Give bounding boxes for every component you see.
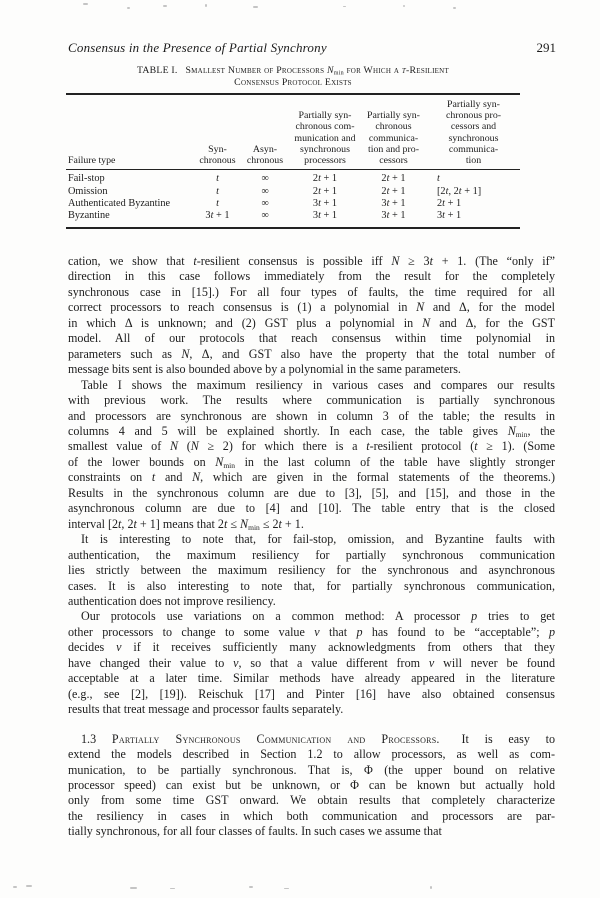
table-cell: 2t + 1 — [381, 173, 406, 185]
table-cell: 3t + 1 — [381, 198, 406, 210]
table-row — [66, 186, 520, 198]
text-line: tially synchronous, for all four classes of faults. In such cases we assume that — [68, 824, 442, 839]
text-line: the resiliency in cases in which both communication and processors are par- — [68, 808, 555, 823]
text-line: Our protocols use variations on a common method: A processor p tries to get — [81, 609, 555, 624]
table-cell: Omission — [68, 185, 108, 197]
text-line: processor speed) can exist but be unknown, or Φ can be known but actually hold — [68, 777, 555, 792]
text-line: decides v if it receives sufficiently many acknowledgments from others that they — [68, 640, 555, 655]
table-row — [66, 170, 520, 186]
table-header-cell: Partially syn- chronous communica- tion and pro- cessors — [360, 94, 427, 170]
table-cell: t — [437, 173, 440, 185]
paragraph — [68, 609, 555, 717]
table-cell: ∞ — [261, 210, 269, 222]
text-line: direction in this case follows immediately from the result for the completely — [68, 269, 555, 284]
scan-speck — [284, 888, 289, 889]
scan-speck — [163, 5, 167, 7]
table-caption — [66, 65, 520, 88]
table-header-cell: Failure type — [66, 94, 195, 170]
text-line: parameters such as N, Δ, and GST also have the property that the total number of — [68, 346, 556, 361]
text-line: munication, to be partially synchronous. That is, Φ (the upper bound on relative — [68, 762, 555, 777]
table-cell: Authenticated Byzantine — [68, 198, 171, 210]
text-line: correct processors to reach consensus is (1) a polynomial in N and Δ, for the model — [68, 300, 555, 315]
text-line: authentication does not improve resiliency. — [68, 593, 276, 608]
scan-speck — [343, 6, 346, 7]
text-line: (e.g., see [2], [19]). Reischuk [17] and Pinter [16] have also obtained consensus — [68, 686, 555, 701]
table-cell: ∞ — [261, 173, 269, 185]
body-paragraphs — [68, 254, 555, 840]
table-header-cell: Partially syn- chronous com- munication and synchronous processors — [290, 94, 360, 170]
text-line: Results in the synchronous column are due to [3], [5], and [15], and those in the — [68, 485, 555, 500]
scan-speck — [253, 6, 258, 8]
table-cell: Byzantine — [68, 210, 110, 222]
table-cell: 3t + 1 — [381, 210, 406, 222]
scan-speck — [403, 5, 405, 7]
scan-speck — [249, 886, 253, 888]
text-line: It is interesting to note that, for fail-stop, omission, and Byzantine faults with — [81, 532, 555, 547]
table-header-cell: Syn- chronous — [195, 94, 240, 170]
table-cell: 3t + 1 — [312, 198, 338, 210]
text-line: and processors are synchronous are shown in column 3 of the table; the results in — [68, 408, 555, 423]
paragraph — [68, 732, 555, 840]
table-header-row — [66, 94, 520, 170]
text-line: other processors to change to some value v that p has found to be “acceptable”; p — [68, 624, 555, 639]
paragraph — [68, 254, 555, 378]
table-body — [66, 170, 520, 228]
resiliency-table — [66, 93, 520, 229]
table-cell: 2t + 1 — [381, 185, 406, 197]
paragraph — [68, 532, 555, 609]
running-head — [68, 40, 556, 56]
scan-speck — [83, 3, 88, 5]
table-cell: ∞ — [261, 185, 269, 197]
text-line: lies strictly between the maximum resiliency for the synchronous and asynchronous — [68, 563, 555, 578]
table-cell: 3t + 1 — [312, 210, 338, 222]
table-caption-line2: Consensus Protocol Exists — [234, 76, 352, 88]
text-line: message bits sent is also bounded above by a polynomial in the same parameters. — [68, 362, 461, 377]
table-cell: 2t + 1 — [437, 198, 462, 210]
text-line: columns 4 and 5 will be explained shortly. In each case, the table gives $N_{min}$, the — [68, 423, 555, 439]
text-line: cases. It is also interesting to note that, for partially synchronous communication, — [68, 578, 555, 593]
text-line: interval [2t, 2t + 1] means that $2t \le N_{min} \le 2t + 1$. — [68, 516, 304, 532]
scan-speck — [127, 7, 130, 9]
text-line: smallest value of N (N ≥ 2) for which there is a t-resilient protocol (t ≥ 1). (Some — [68, 439, 555, 454]
text-line: Table I shows the maximum resiliency in various cases and compares our results — [81, 377, 555, 392]
scan-speck — [453, 7, 456, 9]
table-row — [66, 198, 520, 210]
text-line: in which Δ is unknown; and (2) GST plus a polynomial in N and Δ, for the GST — [68, 315, 555, 330]
scan-speck — [26, 885, 32, 887]
text-line: of the lower bounds on $N_{min}$ in the last column of the table have slightly stronger — [68, 454, 555, 470]
text-line: results that treat message and processor faults separately. — [68, 702, 344, 717]
table-cell: 3t + 1 — [205, 210, 230, 222]
paragraph — [68, 378, 555, 533]
scan-speck — [430, 886, 432, 889]
table-cell: [2t, 2t + 1] — [437, 185, 482, 197]
scan-speck — [205, 4, 207, 7]
text-line: synchronous case in [15].) For all four types of faults, the time required for all — [68, 284, 555, 299]
text-line: constraints on t and N, which are given in the formal statements of the theorems.) — [68, 470, 555, 485]
table-cell: 2t + 1 — [312, 173, 338, 185]
scan-speck — [130, 887, 137, 889]
text-line: have changed their value to v, so that a value different from v will never be found — [68, 655, 555, 670]
scan-speck — [13, 886, 17, 888]
text-line: acceptable at a later time. Similar methods have already appeared in the literature — [68, 671, 555, 686]
text-line: only from some time GST onward. We obtain results that completely characterize — [68, 793, 555, 808]
table-header-cell: Partially syn- chronous pro- cessors and synchronous communica- tion — [427, 94, 520, 170]
table-cell: t — [216, 198, 219, 210]
table-caption-line1: TABLE I. Smallest Number of Processors $N_{min}$ for Which a t-Resilient — [136, 65, 450, 77]
text-line: with previous work. The results where communication is partially synchronous — [68, 393, 555, 408]
text-line: cation, we show that t-resilient consensus is possible iff N ≥ 3t + 1. (The “only if” — [68, 254, 556, 268]
table-cell: t — [216, 185, 219, 197]
text-line: extend the models described in Section 1.2 to allow processors, as well as com- — [68, 747, 555, 762]
table-header-cell: Asyn- chronous — [240, 94, 290, 170]
table-row — [66, 210, 520, 227]
table-cell: Fail-stop — [68, 173, 105, 185]
table-cell: 3t + 1 — [437, 210, 462, 222]
text-line: 1.3 Partially Synchronous Communication and Processors. It is easy to — [81, 731, 556, 746]
table-cell: 2t + 1 — [312, 185, 338, 197]
running-head-title: Consensus in the Presence of Partial Synchrony — [68, 40, 327, 55]
text-line: asynchronous column are due to [4] and [10]. The table entry that is the closed — [68, 501, 555, 516]
text-line: model. All of our protocols that reach consensus within time polynomial in — [68, 331, 555, 346]
text-line: authentication, the maximum resiliency for partially synchronous communication — [68, 547, 555, 562]
table-cell: ∞ — [261, 198, 269, 210]
page-number: 291 — [536, 40, 556, 55]
table-cell: t — [216, 173, 219, 185]
scan-speck — [170, 888, 175, 889]
